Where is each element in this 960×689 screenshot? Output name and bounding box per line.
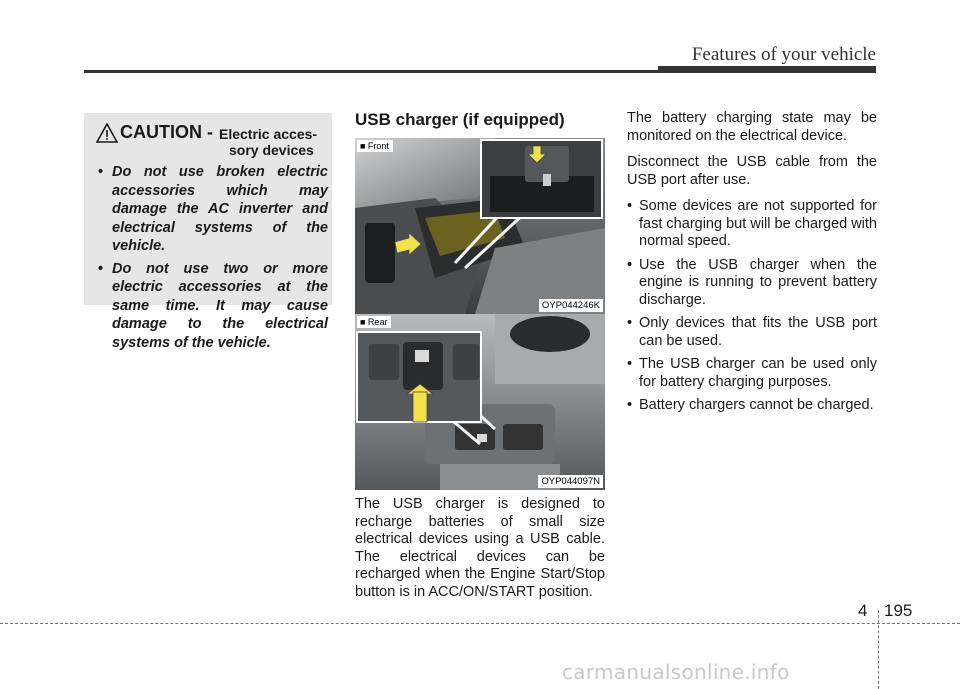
caution-item-text: Do not use broken electric accessories which may damage the AC inverter and electrical systems of the vehicle. xyxy=(112,164,328,254)
caution-subtitle-line2: sory devices xyxy=(229,142,314,158)
front-usb-photo xyxy=(355,138,605,314)
caution-box xyxy=(84,113,332,351)
list-item xyxy=(627,356,877,391)
rear-usb-photo xyxy=(355,314,605,490)
caution-item xyxy=(96,163,328,256)
footer-divider xyxy=(878,610,879,689)
chapter-number: 4 xyxy=(858,601,868,620)
footer-rule xyxy=(0,623,960,624)
bullet-dot: • xyxy=(627,397,633,413)
bullet-dot: • xyxy=(627,256,633,273)
caution-title: CAUTION - xyxy=(120,122,213,142)
photo-label: ■ Front xyxy=(357,140,393,152)
caution-list xyxy=(96,163,328,356)
paragraph: The battery charging state may be monitored on the electrical device. xyxy=(627,110,877,144)
photo-code: OYP044246K xyxy=(539,299,603,312)
caution-item xyxy=(96,260,328,353)
header-rule-accent xyxy=(658,66,876,72)
list-item-text: Some devices are not supported for fast charging but will be charged with normal speed. xyxy=(639,198,877,249)
warning-triangle-icon xyxy=(96,123,118,143)
bullet-dot: • xyxy=(627,356,633,372)
list-item xyxy=(627,315,877,350)
header-title: Features of your vehicle xyxy=(691,44,876,65)
list-item xyxy=(627,397,877,415)
photo-label: ■ Rear xyxy=(357,316,391,328)
front-console-illustration xyxy=(355,138,605,314)
usb-notes-list xyxy=(627,198,877,415)
list-item xyxy=(627,257,877,310)
photo-code: OYP044097N xyxy=(538,475,603,488)
list-item xyxy=(627,198,877,251)
watermark[interactable]: carmanualsonline.info xyxy=(562,660,790,684)
list-item-text: Only devices that fits the USB port can be used. xyxy=(639,315,877,349)
paragraph: Disconnect the USB cable from the USB port after use. xyxy=(627,154,877,188)
section-title: USB charger (if equipped) xyxy=(355,110,565,129)
bullet-dot: • xyxy=(627,315,633,331)
right-column xyxy=(627,110,877,421)
list-item-text: The USB charger can be used only for battery charging purposes. xyxy=(639,356,877,390)
usb-description: The USB charger is designed to recharge batteries of small size electrical devices using a USB cable. The electrical devices can be recharged when the Engine Start/Stop button is in ACC/ON/START position. xyxy=(355,496,605,600)
caution-item-text: Do not use two or more electric accessories at the same time. It may cause damage to the electrical systems of the vehicle. xyxy=(112,260,328,351)
list-item-text: Battery chargers cannot be charged. xyxy=(639,397,874,413)
bullet-dot: • xyxy=(98,164,104,180)
list-item-text: Use the USB charger when the engine is running to prevent battery discharge. xyxy=(639,256,877,308)
bullet-dot: • xyxy=(98,260,104,277)
bullet-dot: • xyxy=(627,198,633,214)
caution-subtitle: Electric acces- xyxy=(219,126,318,142)
rear-console-illustration xyxy=(355,314,605,490)
page-number: 195 xyxy=(884,601,913,620)
